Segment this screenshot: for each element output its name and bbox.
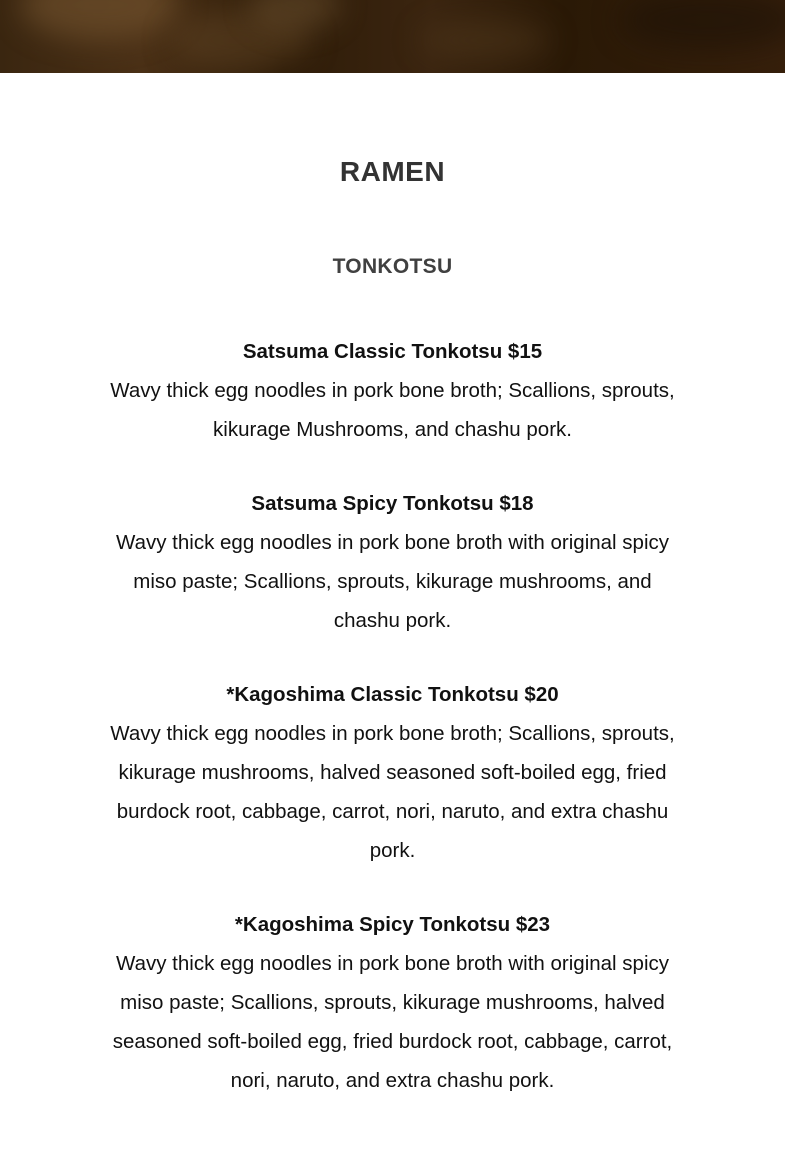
menu-item-description: Wavy thick egg noodles in pork bone broth with original spicy miso paste; Scallions, sprouts, kikurage mushrooms, and chashu pork.	[115, 531, 670, 632]
hero-banner-image	[0, 0, 785, 73]
menu-item	[110, 905, 675, 1100]
section-title: RAMEN	[339, 156, 446, 187]
menu-item-name: *Kagoshima Spicy Tonkotsu $23	[234, 913, 551, 936]
menu-item-name: *Kagoshima Classic Tonkotsu $20	[226, 683, 559, 706]
menu-item-description: Wavy thick egg noodles in pork bone broth with original spicy miso paste; Scallions, sprouts, kikurage mushrooms, halved seasoned soft-boiled egg, fried burdock root, cabbage, carrot, nori, naruto, and extra chashu pork.	[112, 952, 673, 1092]
menu-item	[110, 332, 675, 449]
subsection-title: TONKOTSU	[332, 255, 453, 278]
menu-item	[110, 484, 675, 640]
menu-list	[110, 332, 675, 1135]
menu-item-description: Wavy thick egg noodles in pork bone broth; Scallions, sprouts, kikurage Mushrooms, and chashu pork.	[110, 379, 675, 441]
menu-item-name: Satsuma Classic Tonkotsu $15	[242, 340, 543, 363]
menu-item-name: Satsuma Spicy Tonkotsu $18	[251, 492, 534, 515]
menu-item-description: Wavy thick egg noodles in pork bone broth; Scallions, sprouts, kikurage mushrooms, halved seasoned soft-boiled egg, fried burdock root, cabbage, carrot, nori, naruto, and extra chashu pork.	[110, 722, 675, 862]
menu-item	[110, 675, 675, 870]
